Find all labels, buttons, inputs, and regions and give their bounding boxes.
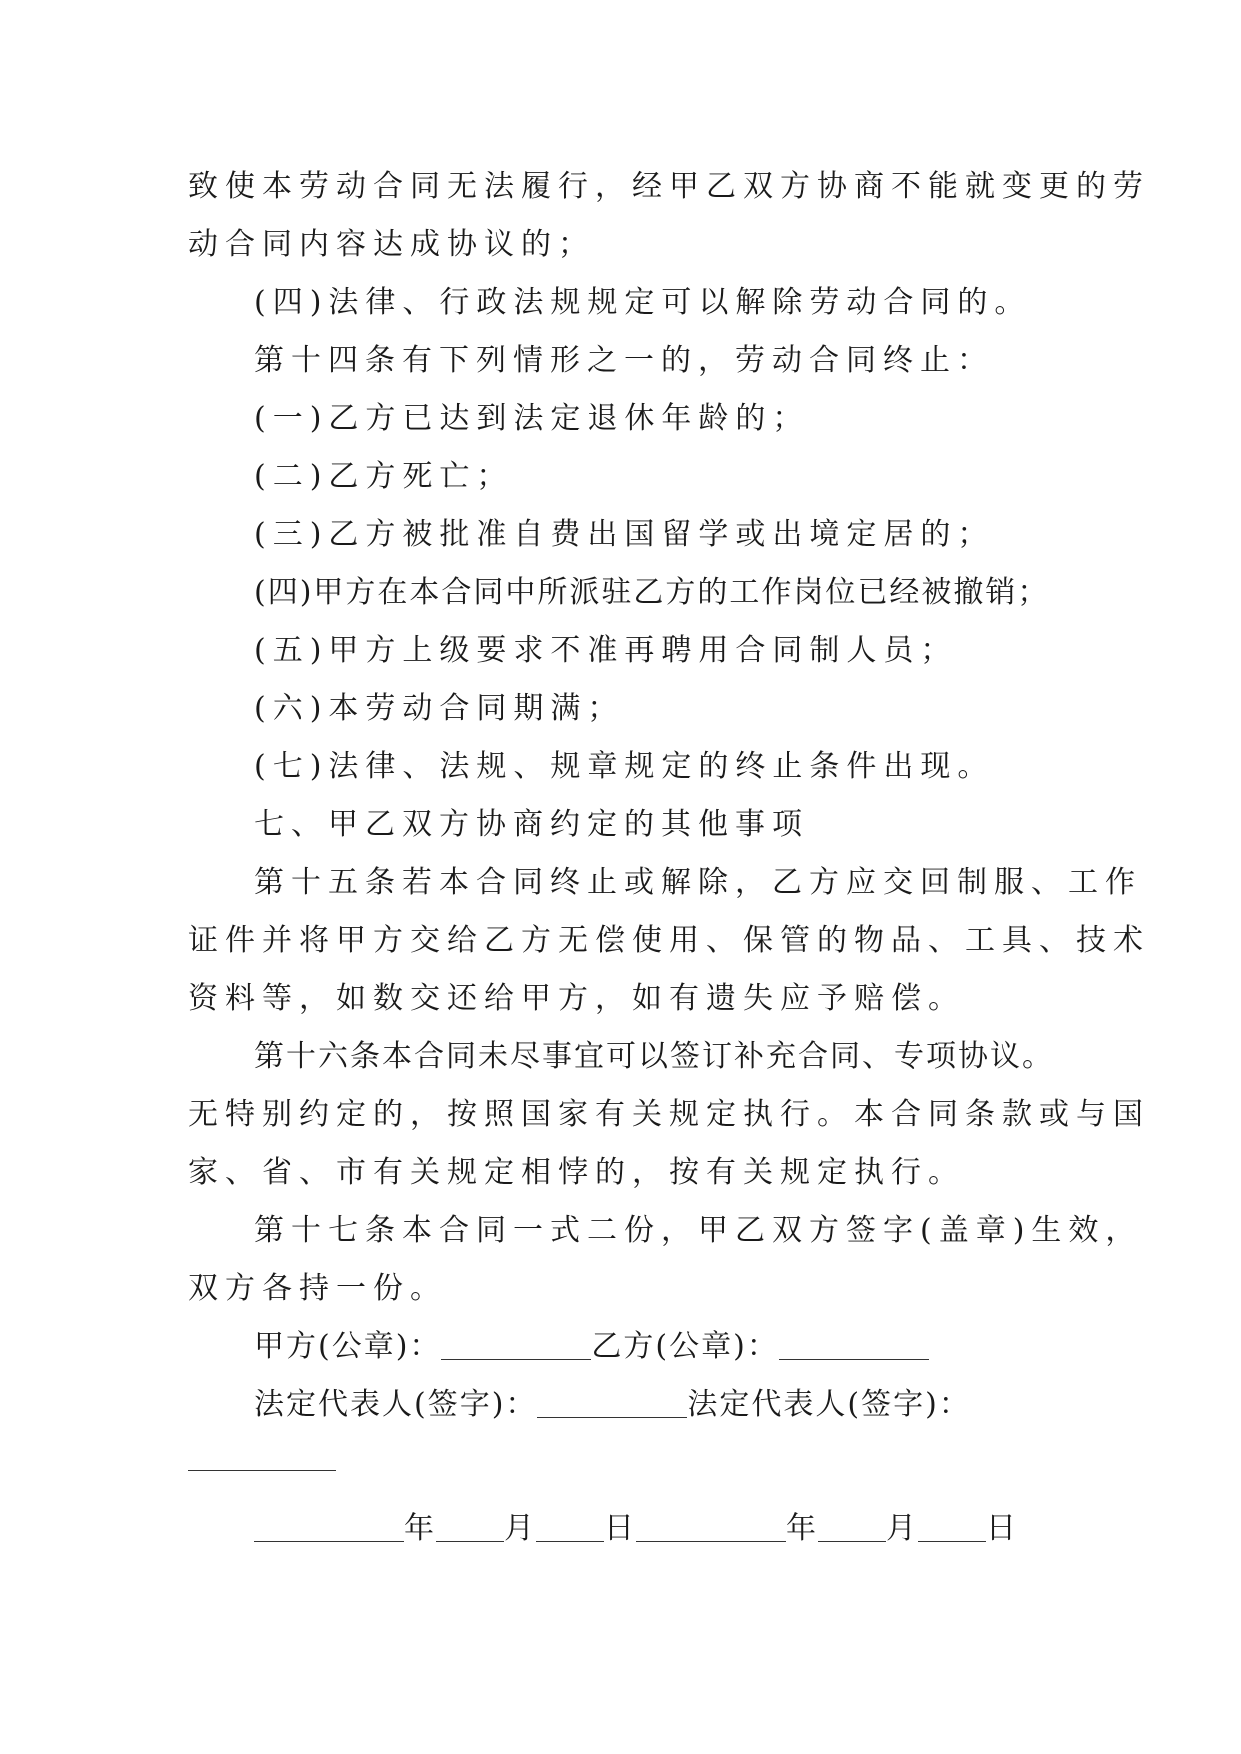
day-a-label: 日 (604, 1511, 636, 1546)
paragraph-line: 无特别约定的，按照国家有关规定执行。本合同条款或与国 (188, 1097, 1150, 1132)
paragraph-line: 动合同内容达成协议的； (188, 227, 595, 262)
paragraph-line: (四)法律、行政法规规定可以解除劳动合同的。 (254, 285, 1032, 320)
month-a-blank (436, 1515, 504, 1542)
legal-rep-b-blank (188, 1470, 336, 1471)
month-b-label: 月 (886, 1511, 918, 1546)
date-line (254, 1500, 1018, 1558)
year-a-blank (254, 1515, 404, 1542)
month-a-label: 月 (504, 1511, 536, 1546)
paragraph-line: 双方各持一份。 (188, 1271, 447, 1306)
article-heading: 第十四条有下列情形之一的，劳动合同终止： (254, 343, 994, 378)
paragraph-line: 第十五条若本合同终止或解除，乙方应交回制服、工作 (254, 865, 1142, 900)
list-item: (一)乙方已达到法定退休年龄的； (254, 401, 810, 436)
list-item: (三)乙方被批准自费出国留学或出境定居的； (254, 517, 995, 552)
seal-line (188, 1318, 1053, 1376)
paragraph-line: 致使本劳动合同无法履行，经甲乙双方协商不能就变更的劳 (188, 169, 1150, 204)
list-item: (六)本劳动合同期满； (254, 691, 625, 726)
paragraph-line: 证件并将甲方交给乙方无偿使用、保管的物品、工具、技术 (188, 923, 1150, 958)
year-b-blank (636, 1515, 786, 1542)
paragraph-line: 家、省、市有关规定相悖的，按有关规定执行。 (188, 1155, 965, 1190)
legal-rep-a-blank (537, 1391, 687, 1418)
year-b-label: 年 (786, 1511, 818, 1546)
year-a-label: 年 (404, 1511, 436, 1546)
paragraph-line: 资料等，如数交还给甲方，如有遗失应予赔偿。 (188, 981, 965, 1016)
day-a-blank (536, 1515, 604, 1542)
list-item: (七)法律、法规、规章规定的终止条件出现。 (254, 749, 995, 784)
legal-rep-a-label: 法定代表人(签字)： (254, 1387, 538, 1422)
party-b-seal-label: 乙方(公章)： (591, 1329, 779, 1364)
day-b-label: 日 (986, 1511, 1018, 1546)
legal-rep-b-label: 法定代表人(签字)： (687, 1387, 971, 1422)
list-item: (五)甲方上级要求不准再聘用合同制人员； (254, 633, 958, 668)
party-a-seal-label: 甲方(公章)： (254, 1329, 442, 1364)
list-item: (四)甲方在本合同中所派驻乙方的工作岗位已经被撤销； (254, 575, 1050, 610)
paragraph-line: 第十六条本合同未尽事宜可以签订补充合同、专项协议。 (254, 1039, 1054, 1074)
month-b-blank (818, 1515, 886, 1542)
party-b-seal-blank (779, 1333, 929, 1360)
party-a-seal-blank (441, 1333, 591, 1360)
section-heading: 七、甲乙双方协商约定的其他事项 (254, 807, 809, 842)
list-item: (二)乙方死亡； (254, 459, 514, 494)
day-b-blank (918, 1515, 986, 1542)
contract-body (188, 158, 1150, 1434)
legal-rep-line (188, 1376, 1053, 1434)
paragraph-line: 第十七条本合同一式二份，甲乙双方签字(盖章)生效， (254, 1213, 1143, 1248)
